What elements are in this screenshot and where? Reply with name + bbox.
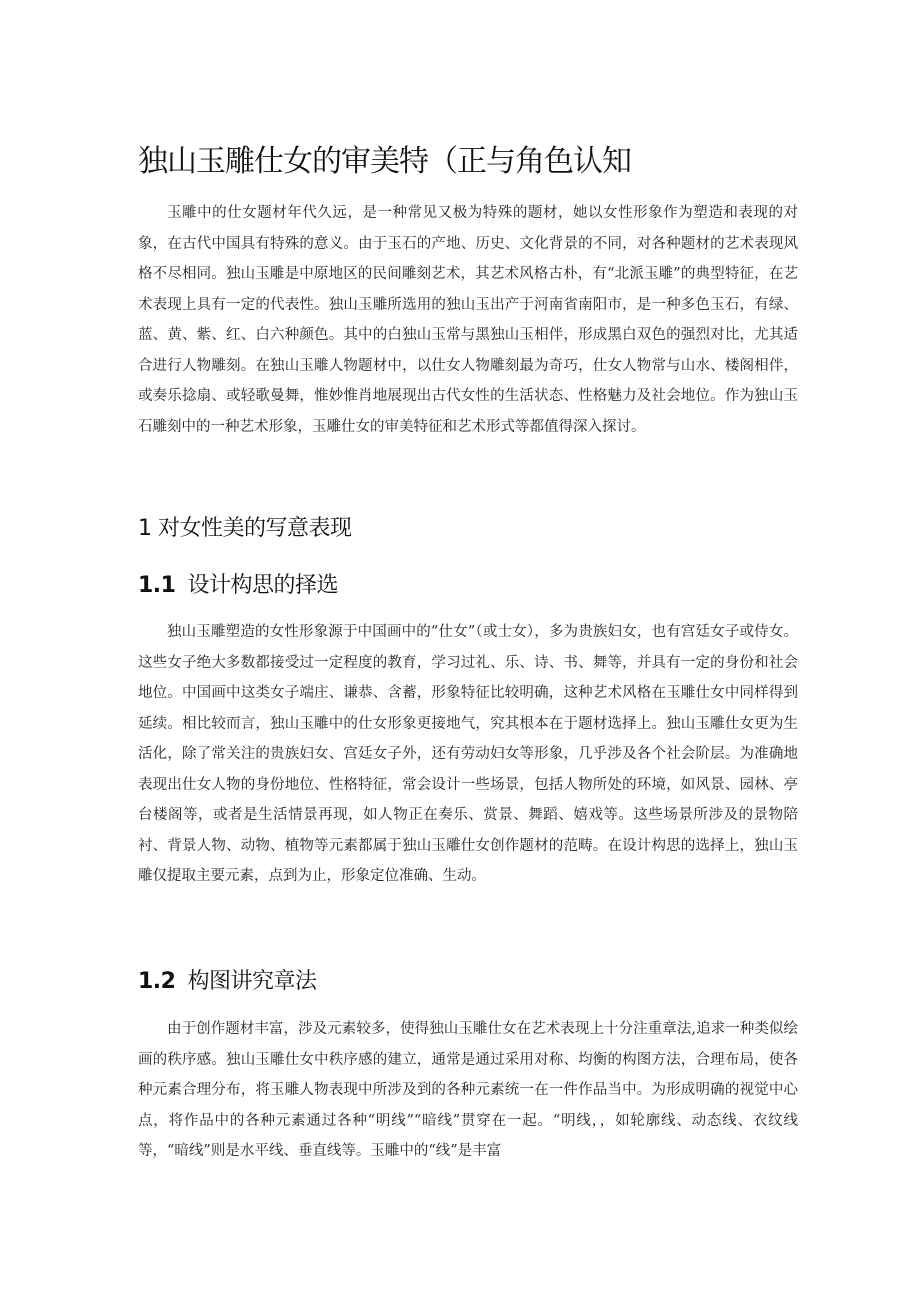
section-1-1-paragraph: 独山玉雕塑造的女性形象源于中国画中的“仕女”（或士女），多为贵族妇女，也有宫廷女子或侍女。这些女子绝大多数都接受过一定程度的教育，学习过礼、乐、诗、书、舞等，并具有一定的身份和社会地位。中国画中这类女子端庄、谦恭、含蓄，形象特征比较明确，这种艺术风格在玉雕仕女中同样得到延续。相比较而言，独山玉雕中的仕女形象更接地气，究其根本在于题材选择上。独山玉雕仕女更为生活化，除了常关注的贵族妇女、宫廷女子外，还有劳动妇女等形象，几乎涉及各个社会阶层。为准确地表现出仕女人物的身份地位、性格特征，常会设计一些场景，包括人物所处的环境，如风景、园林、亭台楼阁等，或者是生活情景再现，如人物正在奏乐、赏景、舞蹈、嬉戏等。这些场景所涉及的景物陪衬、背景人物、动物、植物等元素都属于独山玉雕仕女创作题材的范畴。在设计构思的选择上，独山玉雕仅提取主要元素，点到为止，形象定位准确、生动。 — [138, 624, 798, 884]
section-1-2-heading — [138, 967, 317, 997]
section-1-1-title: 设计构思的择选 — [187, 573, 338, 598]
section-1-heading: 1 对女性美的写意表现 — [138, 516, 352, 541]
section-1-1-number: 1.1 — [138, 573, 176, 598]
section-1-1-heading — [138, 571, 338, 601]
section-1-2-paragraph: 由于创作题材丰富，涉及元素较多，使得独山玉雕仕女在艺术表现上十分注重章法,追求一种类似绘画的秩序感。独山玉雕仕女中秩序感的建立，通常是通过采用对称、均衡的构图方法，合理布局，使各种元素合理分布，将玉雕人物表现中所涉及到的各种元素统一在一件作品当中。为形成明确的视觉中心点，将作品中的各种元素通过各种“明线”“暗线”贯穿在一起。“明线，，如轮廓线、动态线、衣纹线等，“暗线”则是水平线、垂直线等。玉雕中的“线”是丰富 — [138, 1021, 798, 1159]
intro-paragraph: 玉雕中的仕女题材年代久远，是一种常见又极为特殊的题材，她以女性形象作为塑造和表现的对象，在古代中国具有特殊的意义。由于玉石的产地、历史、文化背景的不同，对各种题材的艺术表现风格不尽相同。独山玉雕是中原地区的民间雕刻艺术，其艺术风格古朴，有“北派玉雕”的典型特征，在艺术表现上具有一定的代表性。独山玉雕所选用的独山玉出产于河南省南阳市，是一种多色玉石，有绿、蓝、黄、紫、红、白六种颜色。其中的白独山玉常与黑独山玉相伴，形成黑白双色的强烈对比，尤其适合进行人物雕刻。在独山玉雕人物题材中，以仕女人物雕刻最为奇巧，仕女人物常与山水、楼阁相伴，或奏乐捻扇、或轻歌曼舞，惟妙惟肖地展现出古代女性的生活状态、性格魅力及社会地位。作为独山玉石雕刻中的一种艺术形象，玉雕仕女的审美特征和艺术形式等都值得深入探讨。 — [138, 205, 798, 435]
section-1-2-title: 构图讲究章法 — [187, 969, 317, 994]
section-1-2-number: 1.2 — [138, 969, 176, 994]
document-title: 独山玉雕仕女的审美特（正与角色认知 — [138, 144, 631, 179]
